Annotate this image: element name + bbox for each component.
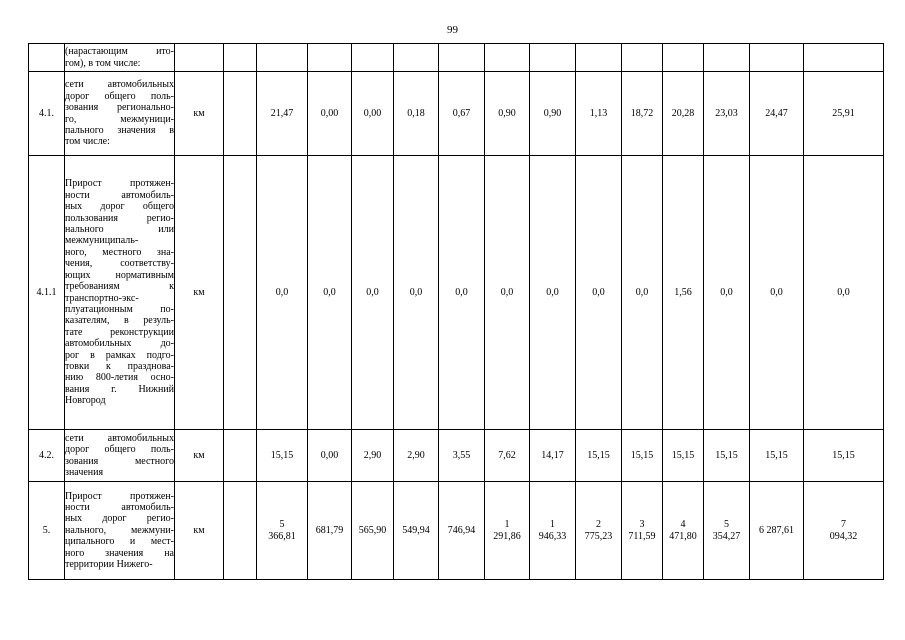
unit-cell: км [175,156,224,430]
indicator-name-cell [65,430,175,482]
indicator-name-line: автомобильных до- [65,338,174,350]
value-cell: 18,72 [622,72,663,156]
value-cell [530,44,576,72]
value-cell: 5 366,81 [257,482,308,580]
row-number-cell [29,44,65,72]
indicator-name-line: ного, местного зна- [65,246,174,258]
row-number-cell: 4.1.1 [29,156,65,430]
value-cell: 1 291,86 [485,482,530,580]
unit-cell: км [175,482,224,580]
value-cell: 3,55 [439,430,485,482]
indicator-name-line: ных дорог регио- [65,513,174,525]
value-cell: 15,15 [576,430,622,482]
indicator-name-line: вания г. Нижний [65,383,174,395]
value-cell: 0,00 [352,72,394,156]
value-cell: 0,0 [622,156,663,430]
value-cell [704,44,750,72]
table-row [29,72,884,156]
indicator-name-cell [65,72,175,156]
value-cell: 7,62 [485,430,530,482]
indicator-name-cell [65,44,175,72]
value-cell [224,44,257,72]
value-cell [750,44,804,72]
table-row [29,430,884,482]
unit-cell [175,44,224,72]
value-cell [485,44,530,72]
value-cell: 6 287,61 [750,482,804,580]
value-cell: 15,15 [622,430,663,482]
value-cell: 2,90 [394,430,439,482]
value-cell: 2,90 [352,430,394,482]
indicator-name-line: требованиям к [65,281,174,293]
indicator-name-line: нального, межмуни- [65,524,174,536]
value-cell [352,44,394,72]
indicator-name-line: ющих нормативным [65,269,174,281]
value-cell: 0,0 [576,156,622,430]
value-cell: 0,90 [485,72,530,156]
road-length-table [28,43,884,580]
value-cell [257,44,308,72]
value-cell [224,72,257,156]
value-cell [576,44,622,72]
value-cell: 0,0 [485,156,530,430]
indicator-name-line: гом), в том числе: [65,57,141,69]
value-cell [439,44,485,72]
table-row [29,44,884,72]
value-cell: 25,91 [804,72,884,156]
indicator-name-line: сети автомобильных [65,432,174,444]
indicator-name-line: пользования регио- [65,212,174,224]
value-cell: 0,90 [530,72,576,156]
value-cell: 21,47 [257,72,308,156]
indicator-name-cell [65,482,175,580]
value-cell: 746,94 [439,482,485,580]
indicator-name-line: зования регионально- [65,102,174,114]
value-cell [224,430,257,482]
value-cell: 15,15 [704,430,750,482]
value-cell [663,44,704,72]
value-cell: 0,0 [530,156,576,430]
indicator-name-line: сети автомобильных [65,79,174,91]
value-cell: 20,28 [663,72,704,156]
value-cell: 0,0 [439,156,485,430]
value-cell: 2 775,23 [576,482,622,580]
indicator-name-line: территории Нижего- [65,559,153,571]
indicator-name-line: дорог общего поль- [65,90,174,102]
table-row [29,156,884,430]
row-number-cell: 4.1. [29,72,65,156]
value-cell: 1,13 [576,72,622,156]
indicator-name-line: Новгород [65,395,106,407]
indicator-name-line: нального или [65,224,174,236]
value-cell: 23,03 [704,72,750,156]
value-cell: 0,00 [308,430,352,482]
page-number: 99 [447,24,458,36]
indicator-name-line: го, межмуници- [65,113,174,125]
unit-cell: км [175,430,224,482]
indicator-name-line: пального значения в [65,124,174,136]
indicator-name-line: дорог общего поль- [65,444,174,456]
value-cell: 5 354,27 [704,482,750,580]
value-cell [622,44,663,72]
value-cell: 1 946,33 [530,482,576,580]
value-cell: 0,00 [308,72,352,156]
indicator-name-line: межмуниципаль- [65,235,139,247]
indicator-name-line: рог в рамках подго- [65,349,174,361]
indicator-name-line: ных дорог общего [65,201,174,213]
value-cell [224,156,257,430]
value-cell: 0,0 [308,156,352,430]
value-cell [224,482,257,580]
indicator-name-line: тате реконструкции [65,326,174,338]
value-cell: 15,15 [257,430,308,482]
row-number-cell: 4.2. [29,430,65,482]
value-cell [394,44,439,72]
value-cell: 3 711,59 [622,482,663,580]
indicator-name-line: нию 800-летия осно- [65,372,174,384]
value-cell: 0,67 [439,72,485,156]
value-cell [804,44,884,72]
indicator-name-line: Прирост протяжен- [65,490,174,502]
value-cell: 0,0 [704,156,750,430]
value-cell: 549,94 [394,482,439,580]
value-cell: 0,0 [394,156,439,430]
unit-cell: км [175,72,224,156]
indicator-name-line: зования местного [65,455,174,467]
indicator-name-line: Прирост протяжен- [65,178,174,190]
value-cell: 14,17 [530,430,576,482]
value-cell: 15,15 [663,430,704,482]
indicator-name-line: ности автомобиль- [65,501,174,513]
value-cell: 681,79 [308,482,352,580]
indicator-name-line: транспортно-экс- [65,292,139,304]
value-cell: 24,47 [750,72,804,156]
indicator-name-line: ного значения на [65,547,174,559]
value-cell: 15,15 [750,430,804,482]
value-cell: 0,0 [750,156,804,430]
indicator-name-line: казателям, в резуль- [65,315,174,327]
value-cell: 0,0 [804,156,884,430]
indicator-name-line: (нарастающим ито- [65,46,174,58]
indicator-name-line: чения, соответству- [65,258,174,270]
indicator-name-cell [65,156,175,430]
value-cell: 4 471,80 [663,482,704,580]
value-cell: 565,90 [352,482,394,580]
value-cell: 0,0 [352,156,394,430]
indicator-name-line: значения [65,466,104,478]
indicator-name-line: ности автомобиль- [65,189,174,201]
indicator-name-line: том числе: [65,136,110,148]
value-cell: 7 094,32 [804,482,884,580]
value-cell [308,44,352,72]
value-cell: 0,18 [394,72,439,156]
table-row [29,482,884,580]
value-cell: 15,15 [804,430,884,482]
value-cell: 0,0 [257,156,308,430]
row-number-cell: 5. [29,482,65,580]
value-cell: 1,56 [663,156,704,430]
indicator-name-line: товки к празднова- [65,360,174,372]
indicator-name-line: плуатационным по- [65,303,174,315]
indicator-name-line: ципального и мест- [65,536,174,548]
